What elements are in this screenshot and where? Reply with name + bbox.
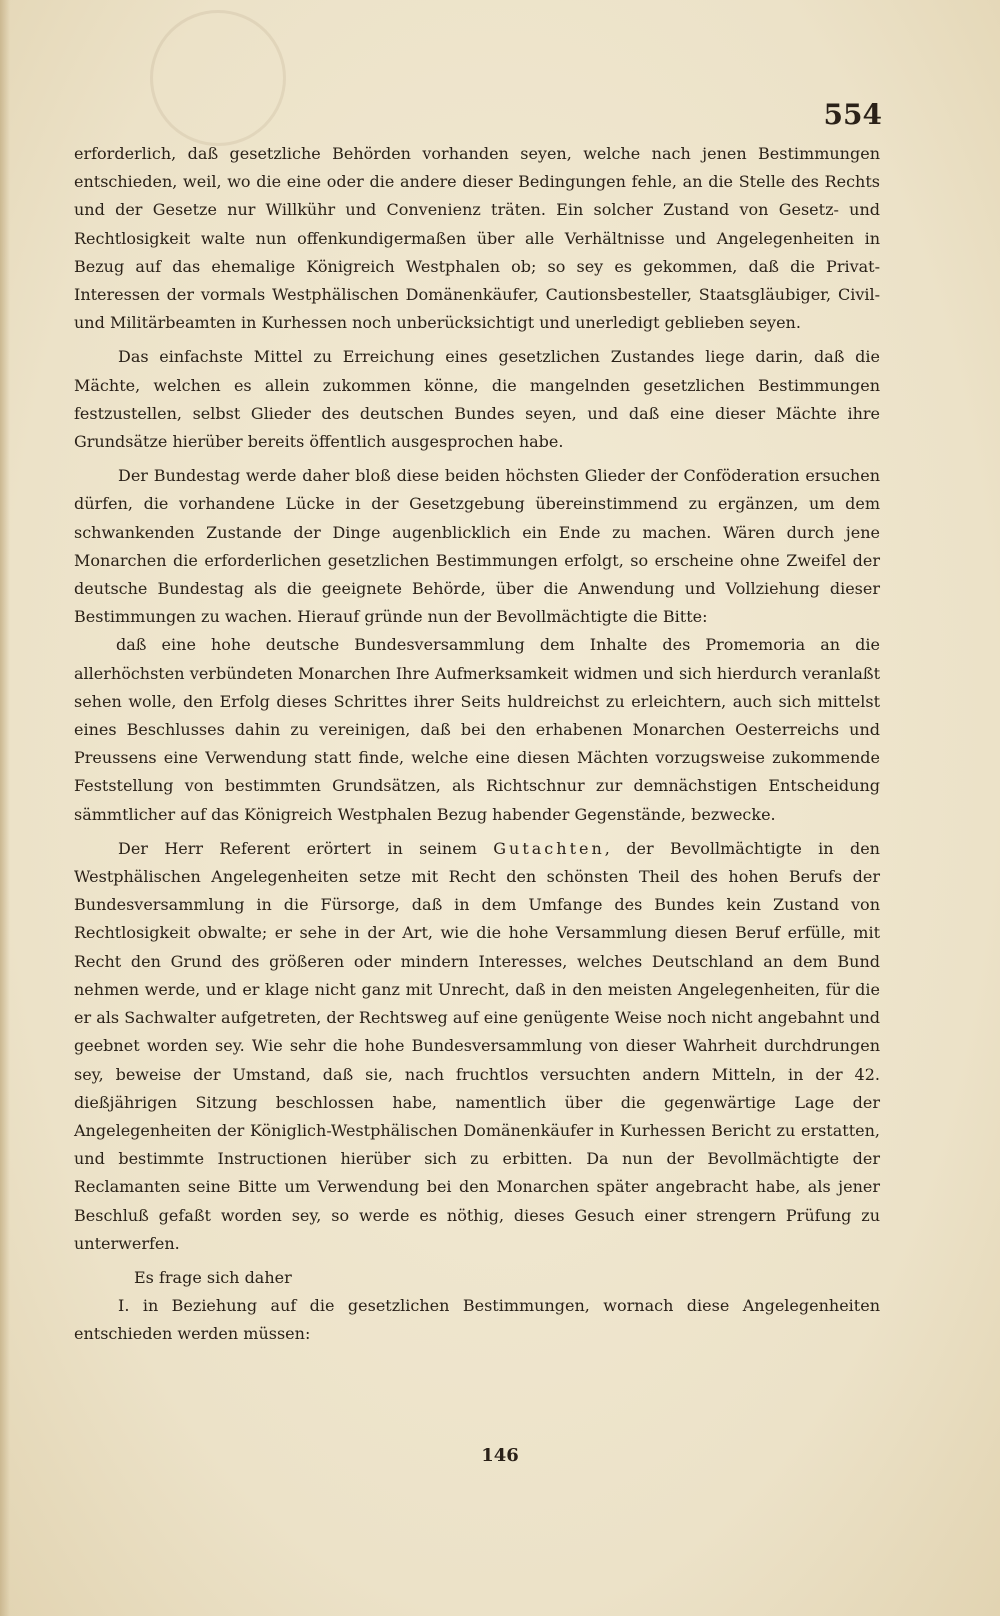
term-gutachten: Gutachten — [493, 838, 605, 858]
paragraph-1: erforderlich, daß gesetzliche Behörden vorhanden seyen, welche nach jenen Bestimmungen entschieden, weil, wo die eine oder die andere dieser Bedingungen fehle, an die Stelle des Rechts und der Gesetze nur Willkühr und Convenienz träten. Ein solcher Zustand von Gesetz- und Rechtlosigkeit walte nun offenkundigermaßen über alle Verhältnisse und Angelegenheiten in Bezug auf das ehemalige Königreich Westphalen ob; so sey es gekommen, daß die Privat-Interessen der vormals Westphälischen Domänenkäufer, Cautionsbesteller, Staatsgläubiger, Civil- und Militärbeamten in Kurhessen noch unberücksichtigt und unerledigt geblieben seyen. — [74, 144, 880, 333]
paragraph-3: Der Bundestag werde daher bloß diese beiden höchsten Glieder der Conföderation ersuchen dürfen, die vorhandene Lücke in der Gesetzgebung übereinstimmend zu ergänzen, um dem schwankenden Zustande der Dinge augenblicklich ein Ende zu machen. Wären durch jene Monarchen die erforderlichen gesetzlichen Bestimmungen erfolgt, so erscheine ohne Zweifel der deutsche Bundestag als die geeignete Behörde, über die Anwendung und Vollziehung dieser Bestimmungen zu wachen. Hierauf gründe nun der Bevollmächtigte die Bitte: — [74, 466, 880, 627]
paragraph-5 — [74, 835, 880, 1258]
page-folio-number: 554 — [823, 98, 882, 131]
paragraph-5-start: Der Herr Referent erörtert in seinem — [118, 838, 494, 858]
paragraph-5-rest: , der Bevollmächtigte in den Westphälischen Angelegenheiten setze mit Recht den schönsten Theil des hohen Berufs der Bundesversammlung in die Fürsorge, daß in dem Umfange des Bundes kein Zustand von Rechtlosigkeit obwalte; er sehe in der Art, wie die hohe Versammlung diesen Beruf erfülle, mit Recht den Grund des größeren oder mindern Interesses, welches Deutschland an dem Bund nehmen werde, und er klage nicht ganz mit Unrecht, daß in den meisten Angelegenheiten, für die er als Sachwalter aufgetreten, der Rechtsweg auf eine genügente Weise noch nicht angebahnt und geebnet worden sey. Wie sehr die hohe Bundesversammlung von dieser Wahrheit durchdrungen sey, beweise der Umstand, daß sie, nach fruchtlos versuchten andern Mitteln, in der 42. dießjährigen Sitzung beschlossen habe, namentlich über die gegenwärtige Lage der Angelegenheiten der Königlich-Westphälischen Domänenkäufer in Kurhessen Bericht zu erstatten, und bestimmte Instructionen hierüber sich zu erbitten. Da nun der Bevollmächtigte der Reclamanten seine Bitte um Verwendung bei den Monarchen später angebracht habe, als jener Beschluß gefaßt worden sey, so werde es nöthig, dieses Gesuch einer strengern Prüfung zu unterwerfen. — [74, 838, 880, 1253]
signature-mark: 146 — [481, 1445, 519, 1466]
paragraph-6: Es frage sich daher — [134, 1267, 292, 1287]
body-text — [74, 140, 880, 1349]
paragraph-2: Das einfachste Mittel zu Erreichung eines gesetzlichen Zustandes liege darin, daß die Mächte, welchen es allein zukommen könne, die mangelnden gesetzlichen Bestimmungen festzustellen, selbst Glieder des deutschen Bundes seyen, und daß eine dieser Mächte ihre Grundsätze hierüber bereits öffentlich ausgesprochen habe. — [74, 347, 880, 452]
paragraph-4-petition: daß eine hohe deutsche Bundesversammlung dem Inhalte des Promemoria an die allerhöchsten verbündeten Monarchen Ihre Aufmerksamkeit widmen und sich hierdurch veranlaßt sehen wolle, den Erfolg dieses Schrittes ihrer Seits huldreichst zu erleichtern, auch sich mittelst eines Beschlusses dahin zu vereinigen, daß bei den erhabenen Monarchen Oesterreichs und Preussens eine Verwendung statt finde, welche eine diesen Mächten vorzugsweise zukommende Feststellung von bestimmten Grundsätzen, als Richtschnur zur demnächstigen Entscheidung sämmtlicher auf das Königreich Westphalen Bezug habender Gegenstände, bezwecke. — [74, 635, 880, 824]
paragraph-7-question-1: I. in Beziehung auf die gesetzlichen Bestimmungen, wornach diese Angelegenheiten entschieden werden müssen: — [74, 1296, 880, 1344]
page-edge-shadow — [0, 0, 10, 1616]
library-stamp-faint — [150, 10, 286, 146]
